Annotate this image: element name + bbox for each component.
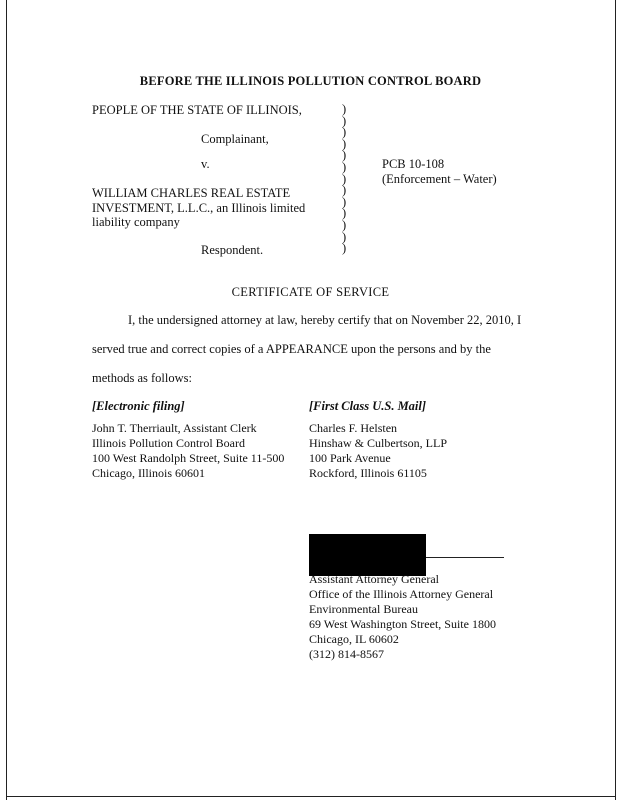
- defendant-line-1: WILLIAM CHARLES REAL ESTATE: [92, 186, 291, 200]
- address-line: 100 Park Avenue: [309, 451, 391, 465]
- caption-paren: ): [342, 206, 347, 221]
- page-right-edge: [615, 0, 616, 800]
- caption-paren: ): [342, 136, 347, 151]
- body-line-2: served true and correct copies of a APPEARANCE upon the persons and by the: [92, 342, 491, 356]
- versus-label: v.: [201, 157, 210, 171]
- certificate-title: CERTIFICATE OF SERVICE: [231, 285, 390, 299]
- plaintiff-name: PEOPLE OF THE STATE OF ILLINOIS,: [92, 103, 302, 117]
- signature-line-text: Environmental Bureau: [309, 602, 418, 616]
- address-line: 100 West Randolph Street, Suite 11-500: [92, 451, 285, 465]
- document-title: BEFORE THE ILLINOIS POLLUTION CONTROL BOARD: [139, 74, 482, 88]
- address-line: Chicago, Illinois 60601: [92, 466, 205, 480]
- body-line-1: I, the undersigned attorney at law, hereby certify that on November 22, 2010, I: [128, 313, 522, 327]
- signature-line-text: Assistant Attorney General: [309, 572, 439, 586]
- caption-parentheses: [342, 104, 352, 255]
- service-address-counsel: [309, 421, 447, 481]
- respondent-label: Respondent.: [201, 243, 264, 257]
- body-line-3: methods as follows:: [92, 371, 192, 385]
- address-line: John T. Therriault, Assistant Clerk: [92, 421, 257, 435]
- caption-paren: ): [342, 183, 347, 198]
- signature-line-text: 69 West Washington Street, Suite 1800: [309, 617, 496, 631]
- signature-block: [309, 572, 496, 662]
- case-type: (Enforcement – Water): [382, 172, 497, 186]
- service-method-mail: [First Class U.S. Mail]: [309, 399, 427, 413]
- caption-paren: ): [342, 217, 347, 232]
- complainant-label: Complainant,: [201, 132, 269, 146]
- service-address-clerk: [92, 421, 284, 481]
- address-line: Hinshaw & Culbertson, LLP: [309, 436, 447, 450]
- signature-line-text: Office of the Illinois Attorney General: [309, 587, 494, 601]
- address-line: Charles F. Helsten: [309, 421, 398, 435]
- caption-paren: ): [342, 171, 347, 186]
- caption-paren: ): [342, 229, 347, 244]
- defendant-line-2: INVESTMENT, L.L.C., an Illinois limited: [92, 201, 306, 215]
- address-line: Rockford, Illinois 61105: [309, 466, 427, 480]
- page-bottom-edge: [6, 796, 616, 797]
- caption-paren: ): [342, 125, 347, 140]
- caption-paren: ): [342, 194, 347, 209]
- caption-paren: ): [342, 159, 347, 174]
- page-left-edge: [6, 0, 7, 800]
- caption-paren: ): [342, 148, 347, 163]
- caption-paren: ): [342, 113, 347, 128]
- signature-line: [426, 557, 504, 558]
- service-method-electronic: [Electronic filing]: [92, 399, 185, 413]
- caption-paren: ): [342, 102, 347, 116]
- case-number: PCB 10-108: [382, 157, 445, 171]
- address-line: Illinois Pollution Control Board: [92, 436, 246, 450]
- signature-line-text: (312) 814-8567: [309, 647, 384, 661]
- defendant-line-3: liability company: [92, 215, 180, 229]
- signature-redaction: [309, 534, 426, 576]
- caption-paren: ): [342, 241, 347, 256]
- signature-line-text: Chicago, IL 60602: [309, 632, 399, 646]
